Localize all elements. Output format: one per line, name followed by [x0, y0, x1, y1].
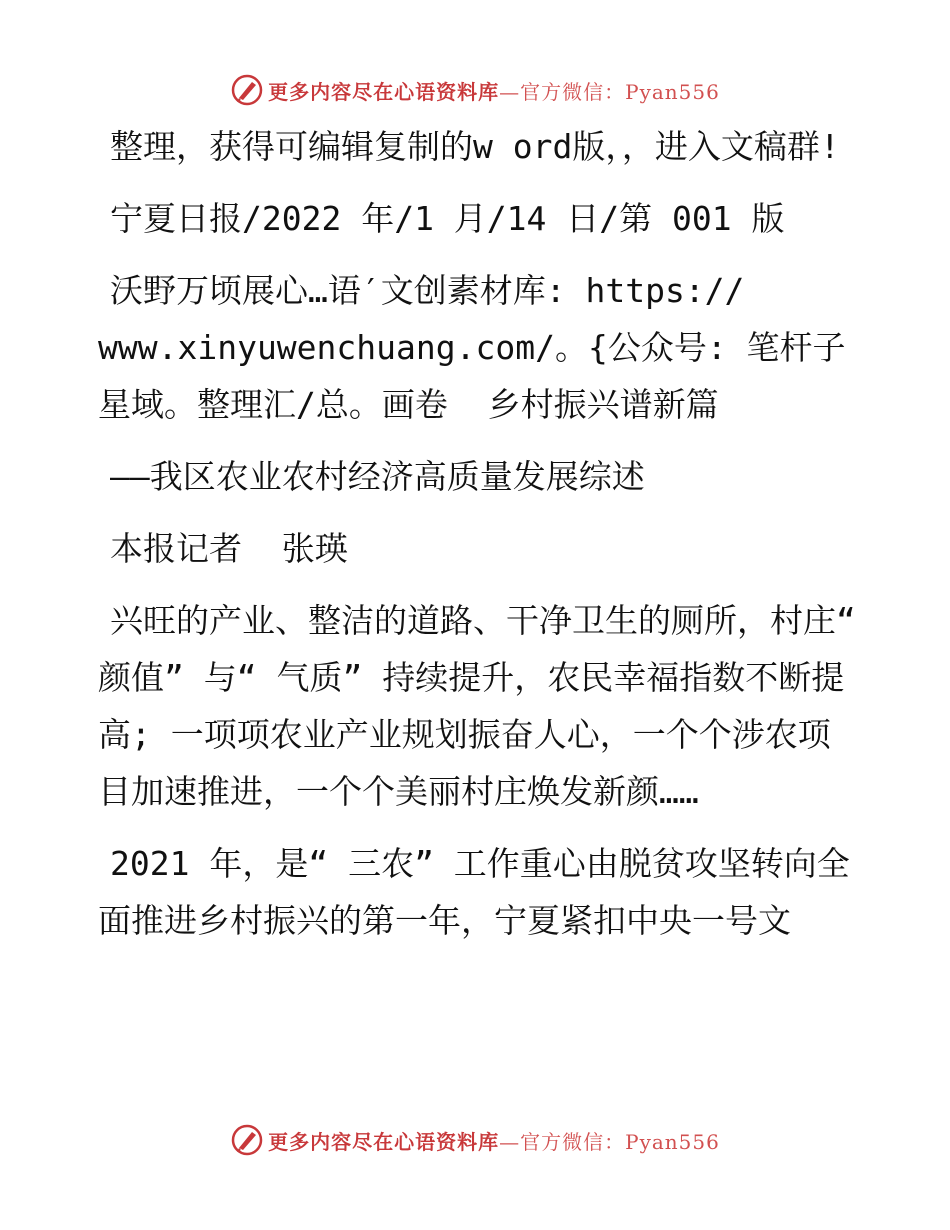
paragraph-byline: 本报记者 张瑛	[110, 529, 348, 568]
paragraph-body-2: 2021 年，是“ 三农” 工作重心由脱贫攻坚转向全面推进乡村振兴的第一年，宁夏紧扣中央一号文	[98, 844, 850, 940]
watermark-text-main: 更多内容尽在心语资料库	[268, 79, 500, 104]
paragraph-subtitle: ——我区农业农村经济高质量发展综述	[110, 457, 645, 496]
paragraph-intro: 整理，获得可编辑复制的w ord版，，进入文稿群!	[110, 127, 840, 166]
watermark-text	[268, 76, 720, 105]
paragraph-title: 沃野万顷展心…语′文创素材库: https:// www.xinyuwenchuang.com/。{公众号: 笔杆子星域。整理汇/总。画卷 乡村振兴谱新篇	[98, 271, 846, 424]
quill-logo-icon	[230, 73, 264, 107]
paragraph-source: 宁夏日报/2022 年/1 月/14 日/第 001 版	[110, 199, 785, 238]
watermark-text-main: 更多内容尽在心语资料库	[268, 1129, 500, 1154]
quill-logo-icon	[230, 1123, 264, 1157]
paragraph-body-1: 兴旺的产业、整洁的道路、干净卫生的厕所，村庄“ 颜值” 与“ 气质” 持续提升，农民幸福指数不断提高; 一项项农业产业规划振奋人心，一个个涉农项目加速推进，一个个美丽村庄焕发新颜……	[98, 601, 876, 811]
watermark-text-rest: —官方微信：Pyan556	[499, 79, 720, 104]
header-watermark	[0, 70, 950, 110]
watermark-text	[268, 1126, 720, 1155]
document-body	[98, 118, 876, 964]
footer-watermark	[0, 1120, 950, 1160]
watermark-text-rest: —官方微信：Pyan556	[499, 1129, 720, 1154]
